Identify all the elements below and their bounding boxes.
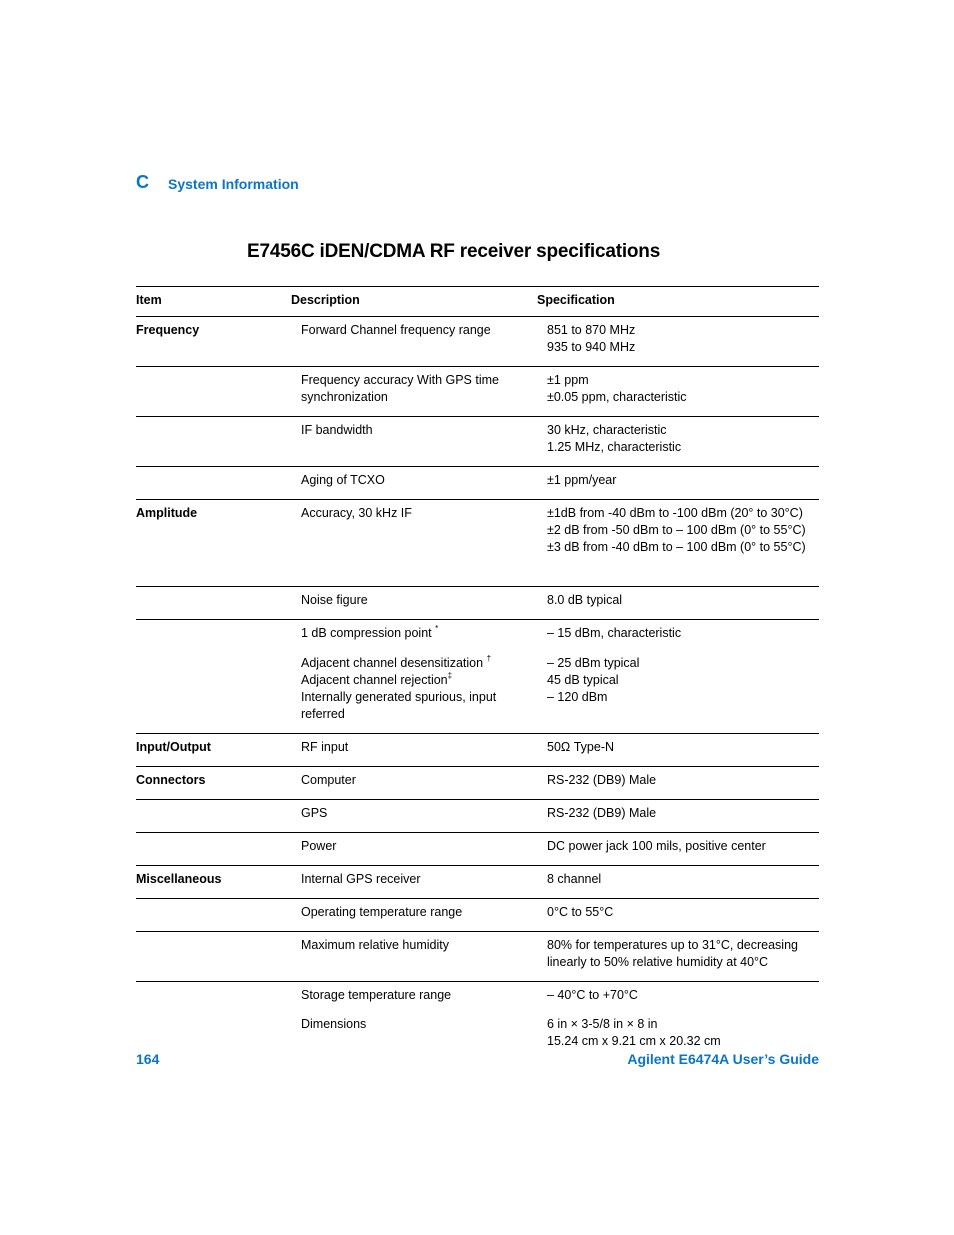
description-cell xyxy=(291,587,537,620)
item-cell xyxy=(136,587,291,620)
specification-cell xyxy=(537,833,819,866)
specification-text: 8 channel xyxy=(547,872,602,886)
table-row xyxy=(136,982,819,1061)
description-text: referred xyxy=(301,707,345,721)
specification-cell xyxy=(537,367,819,417)
section-title: E7456C iDEN/CDMA RF receiver specifications xyxy=(247,241,661,262)
table-row xyxy=(136,833,819,866)
footnote-marker: † xyxy=(486,654,492,663)
table-row xyxy=(136,317,819,367)
item-cell xyxy=(136,367,291,417)
table-row xyxy=(136,866,819,899)
specification-text: – 25 dBm typical xyxy=(547,656,640,670)
description-text: Adjacent channel rejection‡ xyxy=(301,671,453,687)
specification-text: ±0.05 ppm, characteristic xyxy=(547,390,687,404)
specification-text: 8.0 dB typical xyxy=(547,593,623,607)
table-row xyxy=(136,932,819,982)
guide-title: Agilent E6474A User’s Guide xyxy=(627,1051,819,1067)
specification-text: – 120 dBm xyxy=(547,690,608,704)
specification-text: 50Ω Type-N xyxy=(547,740,615,754)
item-cell xyxy=(136,620,291,734)
column-header-specification: Specification xyxy=(537,287,819,317)
specification-cell xyxy=(537,734,819,767)
description-text: Operating temperature range xyxy=(301,905,463,919)
specification-cell xyxy=(537,932,819,982)
table-row xyxy=(136,767,819,800)
specification-text: 935 to 940 MHz xyxy=(547,340,636,354)
description-cell xyxy=(291,982,537,1061)
item-cell xyxy=(136,467,291,500)
item-cell xyxy=(136,932,291,982)
description-cell xyxy=(291,866,537,899)
description-text: Adjacent channel desensitization † xyxy=(301,654,492,670)
specification-text: RS-232 (DB9) Male xyxy=(547,806,657,820)
description-cell xyxy=(291,767,537,800)
item-cell xyxy=(136,982,291,1061)
specification-text: ±3 dB from -40 dBm to – 100 dBm (0° to 55°C) xyxy=(547,540,806,554)
item-cell xyxy=(136,800,291,833)
table-row xyxy=(136,587,819,620)
description-text: GPS xyxy=(301,806,328,820)
description-cell xyxy=(291,620,537,734)
item-cell xyxy=(136,417,291,467)
item-cell: Input/Output xyxy=(136,734,291,767)
description-text: Dimensions xyxy=(301,1017,367,1031)
specifications-table xyxy=(136,286,819,1060)
description-text: Maximum relative humidity xyxy=(301,938,449,952)
description-cell xyxy=(291,317,537,367)
specification-cell xyxy=(537,899,819,932)
description-cell xyxy=(291,734,537,767)
description-cell xyxy=(291,932,537,982)
specification-text: ±1 ppm xyxy=(547,373,589,387)
chapter-title: System Information xyxy=(168,176,299,192)
description-text: IF bandwidth xyxy=(301,423,373,437)
table-row xyxy=(136,467,819,500)
specification-cell xyxy=(537,767,819,800)
specification-cell xyxy=(537,620,819,734)
item-cell: Connectors xyxy=(136,767,291,800)
specification-cell xyxy=(537,500,819,587)
description-text: Aging of TCXO xyxy=(301,473,385,487)
specification-text: 1.25 MHz, characteristic xyxy=(547,440,682,454)
specification-text: 30 kHz, characteristic xyxy=(547,423,667,437)
description-text: 1 dB compression point * xyxy=(301,624,439,640)
specification-text: 45 dB typical xyxy=(547,673,619,687)
specification-text: 15.24 cm x 9.21 cm x 20.32 cm xyxy=(547,1034,721,1048)
specification-cell xyxy=(537,467,819,500)
description-cell xyxy=(291,467,537,500)
footnote-marker: ‡ xyxy=(447,671,453,680)
specification-text: 80% for temperatures up to 31°C, decreasing xyxy=(547,938,798,952)
description-cell xyxy=(291,800,537,833)
page-number: 164 xyxy=(136,1051,160,1067)
description-text: Power xyxy=(301,839,337,853)
item-cell xyxy=(136,833,291,866)
specification-text: 6 in × 3-5/8 in × 8 in xyxy=(547,1017,658,1031)
table-row xyxy=(136,417,819,467)
description-cell xyxy=(291,899,537,932)
table-row xyxy=(136,800,819,833)
table-row xyxy=(136,367,819,417)
description-text: Accuracy, 30 kHz IF xyxy=(301,506,412,520)
specification-cell xyxy=(537,317,819,367)
description-cell xyxy=(291,833,537,866)
table-row xyxy=(136,899,819,932)
specification-cell xyxy=(537,417,819,467)
description-cell xyxy=(291,500,537,587)
table-row xyxy=(136,734,819,767)
description-cell xyxy=(291,367,537,417)
specification-text: – 15 dBm, characteristic xyxy=(547,626,682,640)
specification-text: – 40°C to +70°C xyxy=(547,988,638,1002)
specification-text: 851 to 870 MHz xyxy=(547,323,636,337)
description-text: synchronization xyxy=(301,390,388,404)
specification-cell xyxy=(537,587,819,620)
specification-cell xyxy=(537,982,819,1061)
footnote-marker: * xyxy=(435,624,439,633)
table-row xyxy=(136,500,819,587)
description-text: Storage temperature range xyxy=(301,988,452,1002)
item-cell: Miscellaneous xyxy=(136,866,291,899)
description-text: Internally generated spurious, input xyxy=(301,690,497,704)
description-text: Noise figure xyxy=(301,593,368,607)
specification-text: linearly to 50% relative humidity at 40°C xyxy=(547,955,769,969)
description-text: Forward Channel frequency range xyxy=(301,323,491,337)
specification-text: RS-232 (DB9) Male xyxy=(547,773,657,787)
description-text: RF input xyxy=(301,740,349,754)
item-cell: Frequency xyxy=(136,317,291,367)
table-row xyxy=(136,620,819,734)
item-cell: Amplitude xyxy=(136,500,291,587)
specification-text: ±1dB from -40 dBm to -100 dBm (20° to 30°C) xyxy=(547,506,803,520)
specification-text: ±1 ppm/year xyxy=(547,473,617,487)
specification-text: ±2 dB from -50 dBm to – 100 dBm (0° to 55°C) xyxy=(547,523,806,537)
specification-cell xyxy=(537,800,819,833)
description-text: Computer xyxy=(301,773,356,787)
table-header-row xyxy=(136,287,819,317)
item-cell xyxy=(136,899,291,932)
specification-cell xyxy=(537,866,819,899)
description-text: Frequency accuracy With GPS time xyxy=(301,373,499,387)
chapter-letter: C xyxy=(136,172,149,192)
column-header-item: Item xyxy=(136,287,291,317)
specification-text: 0°C to 55°C xyxy=(547,905,614,919)
column-header-description: Description xyxy=(291,287,537,317)
description-cell xyxy=(291,417,537,467)
description-text: Internal GPS receiver xyxy=(301,872,421,886)
specification-text: DC power jack 100 mils, positive center xyxy=(547,839,766,853)
